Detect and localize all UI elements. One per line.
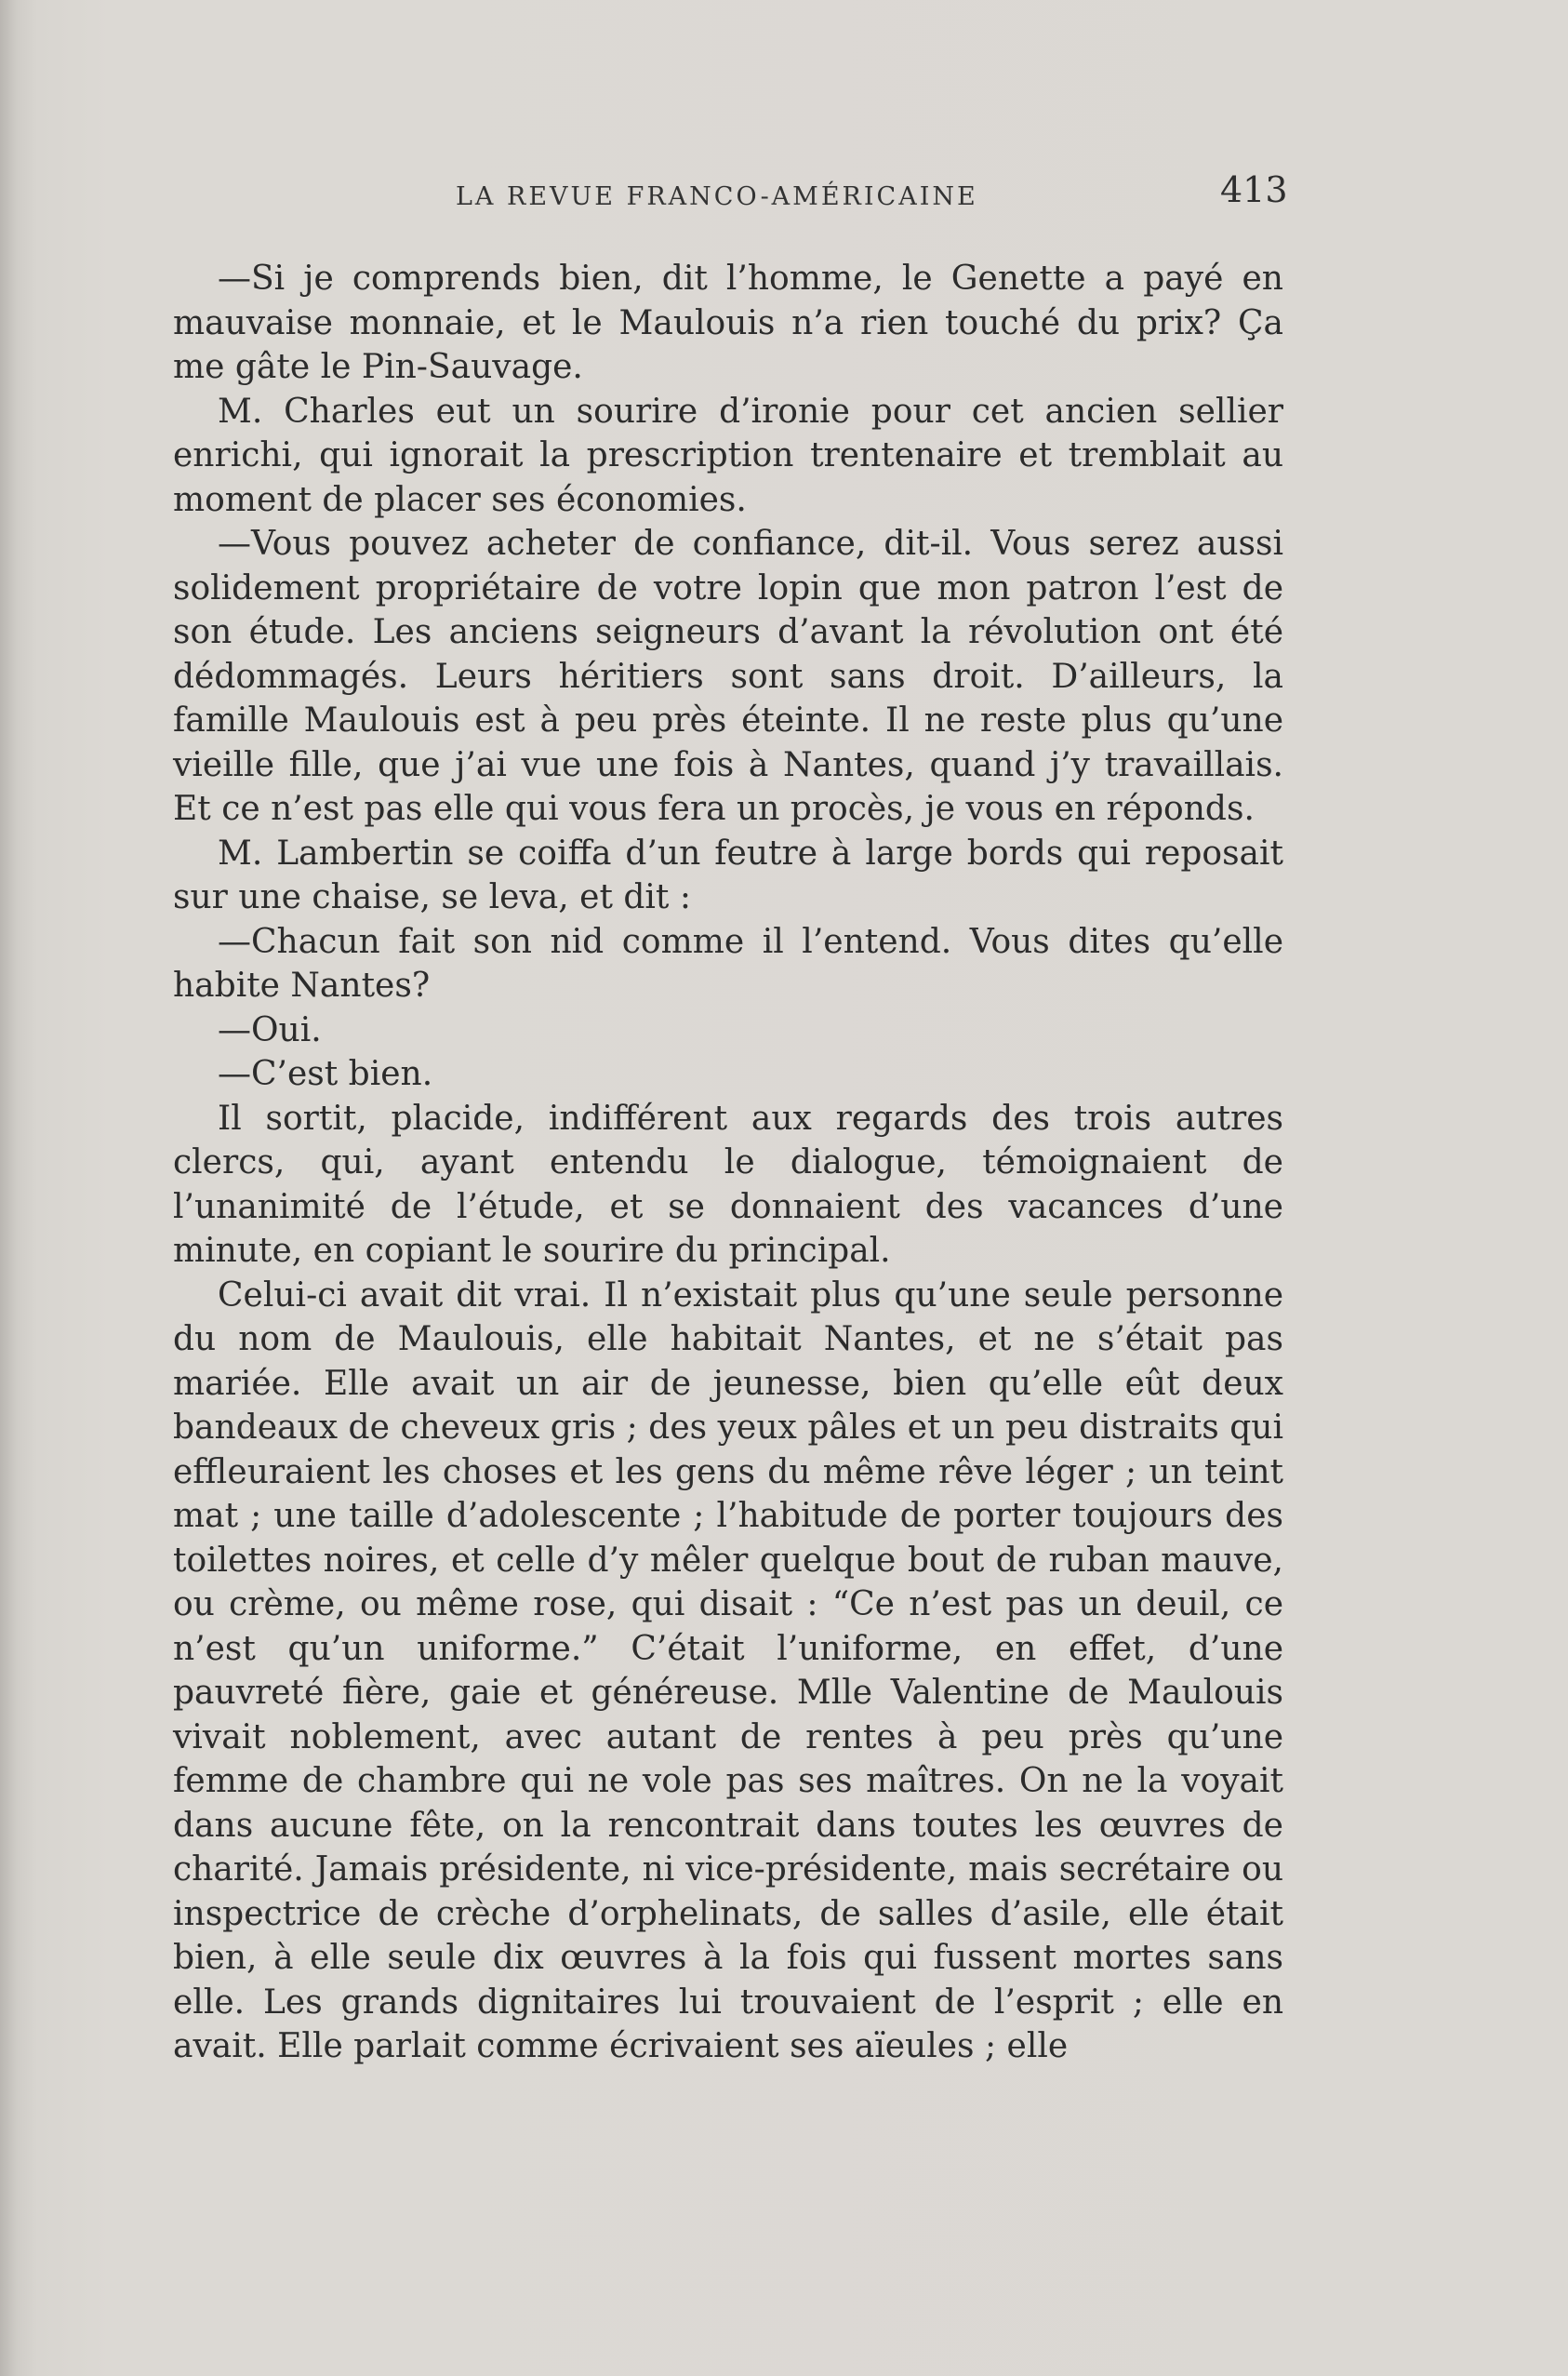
page-number: 413 (1220, 169, 1288, 210)
running-title: LA REVUE FRANCO-AMÉRICAINE (456, 182, 978, 211)
paragraph: Il sortit, placide, indifférent aux regards des trois autres clercs, qui, ayant entendu le dialogue, témoignaient de l’unanimité de l’étude, et se donnaient des vacances d’une minute, en copiant le sourire du principal. (173, 1099, 1283, 1270)
page-header (0, 166, 1568, 221)
paragraph: M. Charles eut un sourire d’ironie pour cet ancien sellier enrichi, qui ignorait la prescription trentenaire et tremblait au moment de placer ses économies. (173, 392, 1283, 519)
paragraph: —Chacun fait son nid comme il l’entend. Vous dites qu’elle habite Nantes? (173, 922, 1283, 1005)
paragraph: M. Lambertin se coiffa d’un feutre à large bords qui reposait sur une chaise, se leva, et dit : (173, 834, 1283, 916)
paragraph: —Si je comprends bien, dit l’homme, le Genette a payé en mauvaise monnaie, et le Maulouis n’a rien touché du prix? Ça me gâte le Pin-Sauvage. (173, 260, 1283, 386)
paragraph: Celui-ci avait dit vrai. Il n’existait plus qu’une seule personne du nom de Maulouis, elle habitait Nantes, et ne s’était pas mariée. Elle avait un air de jeunesse, bien qu’elle eût deux bandeaux de cheveux gris ; des yeux pâles et un peu distraits qui effleuraient les choses et les gens du même rêve léger ; un teint mat ; une taille d’adolescente ; l’habitude de porter toujours des toilettes noires, et celle d’y mêler quelque bout de ruban mauve, ou crème, ou même rose, qui disait : “Ce n’est pas un deuil, ce n’est qu’un uniforme.” C’était l’uniforme, en effet, d’une pauvreté fière, gaie et généreuse. Mlle Valentine de Maulouis vivait noblement, avec autant de rentes à peu près qu’une femme de chambre qui ne vole pas ses maîtres. On ne la voyait dans aucune fête, on la rencontrait dans toutes les œuvres de charité. Jamais présidente, ni vice-présidente, mais secrétaire ou inspectrice de crèche d’orphelinats, de salles d’asile, elle était bien, à elle seule dix œuvres à la fois qui fussent mortes sans elle. Les grands dignitaires lui trouvaient de l’esprit ; elle en avait. Elle parlait comme écrivaient ses aïeules ; elle (173, 1275, 1283, 2065)
paragraph: —C’est bien. (218, 1055, 433, 1093)
paragraph: —Oui. (218, 1010, 322, 1049)
paragraph: —Vous pouvez acheter de confiance, dit-il. Vous serez aussi solidement propriétaire de votre lopin que mon patron l’est de son étude. Les anciens seigneurs d’avant la révolution ont été dédommagés. Leurs héritiers sont sans droit. D’ailleurs, la famille Maulouis est à peu près éteinte. Il ne reste plus qu’une vieille fille, que j’ai vue une fois à Nantes, quand j’y travaillais. Et ce n’est pas elle qui vous fera un procès, je vous en réponds. (173, 525, 1283, 828)
body-text (173, 257, 1283, 2069)
